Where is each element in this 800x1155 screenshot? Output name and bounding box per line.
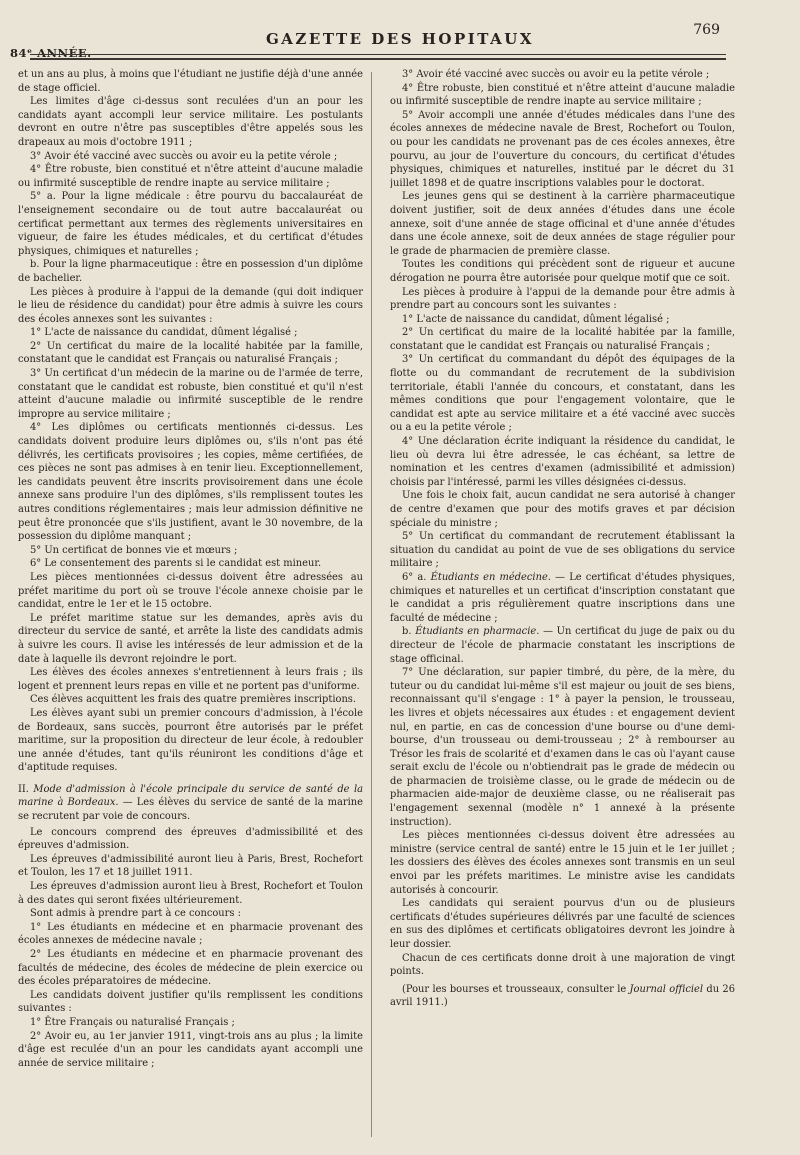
paragraph: 2° Un certificat du maire de la localité habitée par la famille, constatant que le candidat est Français ou naturalisé Français ;: [18, 340, 363, 366]
paragraph: Ces élèves acquittent les frais des quatre premières inscriptions.: [30, 694, 357, 706]
left-column: [18, 68, 363, 1148]
paragraph: [390, 983, 735, 1010]
item-title: Étudiants en pharmacie.: [415, 626, 540, 638]
header-rule-double: [30, 58, 726, 60]
paragraph: 5° Un certificat de bonnes vie et mœurs ;: [30, 544, 238, 556]
paragraph: Chacun de ces certificats donne droit à une majoration de vingt points.: [390, 952, 735, 978]
paragraph: Les épreuves d'admission auront lieu à Brest, Rochefort et Toulon à des dates qui seront fixées ultérieurement.: [18, 881, 363, 906]
year-label: 84ᵉ ANNÉE.: [10, 46, 92, 60]
paragraph: 7° Une déclaration, sur papier timbré, du père, de la mère, du tuteur ou du candidat lui-même s'il est majeur ou jouit de ses biens, reconnaissant qu'il s'engage : 1° à payer la pension, le trousseau, les livres et objets nécessaires aux études : et engagement devient nul, en partie, en cas de concession d'une bourse ou d'une demi-bourse, d'un trousseau ou demi-trousseau ; 2° à rembourser au Trésor les frais de scolarité et d'examen dans le cas où l'ayant cause serait exclu de l'école ou n'obtiendrait pas le grade de médecin ou de pharmacien de troisième classe, ou le grade de médecin ou de pharmacien aide-major de deuxième classe, ou ne réaliserait pas l'engagement sexennal (modèle n° 1 annexé à la présente instruction).: [390, 667, 735, 828]
page-number: 769: [693, 22, 720, 38]
paragraph: 5° Avoir accompli une année d'études médicales dans l'une des écoles annexes de médecine navale de Brest, Rochefort ou Toulon, ou pour les candidats ne provenant pas de ces écoles annexes, être pourvu, au jour de l'ouverture du concours, du certificat d'études physiques, chimiques et naturelles, institué par le décret du 31 juillet 1898 et de quatre inscriptions valables pour le doctorat.: [390, 109, 735, 189]
paragraph: 4° Les diplômes ou certificats mentionnés ci-dessus. Les candidats doivent produire leurs diplômes ou, s'ils n'ont pas été délivrés, les certificats provisoires ; les copies, même certifiées, de ces pièces ne sont pas admises à en tenir lieu. Exceptionnellement, les candidats peuvent être inscrits provisoirement dans une école annexe sans produire l'un des diplômes, s'ils remplissent toutes les autres conditions réglementaires ; mais leur admission définitive ne peut être prononcée que s'ils justifient, avant le 30 novembre, de la possession du diplôme manquant ;: [18, 422, 363, 543]
paragraph: 3° Avoir été vacciné avec succès ou avoir eu la petite vérole ;: [30, 150, 338, 162]
paragraph: Une fois le choix fait, aucun candidat ne sera autorisé à changer de centre d'examen que pour des motifs graves et par décision spéciale du ministre ;: [390, 490, 735, 529]
section-number: II.: [18, 783, 29, 795]
paragraph: Les candidats qui seraient pourvus d'un ou de plusieurs certificats d'études supérieures délivrés par une faculté de sciences en sus des diplômes et certificats obligatoires devront les joindre à leur dossier.: [390, 898, 735, 950]
paragraph: Toutes les conditions qui précèdent sont de rigueur et aucune dérogation ne pourra être autorisée pour quelque motif que ce soit.: [390, 259, 735, 284]
paragraph: 3° Un certificat du commandant du dépôt des équipages de la flotte ou du commandant de recrutement de la subdivision territoriale, établi l'année du concours, et constatant, dans les mêmes conditions que pour l'engagement volontaire, que le candidat est apte au service militaire et a été vacciné avec succès ou a eu la petite vérole ;: [390, 354, 735, 434]
paragraph: Le concours comprend des épreuves d'admissibilité et des épreuves d'admission.: [18, 826, 363, 852]
paragraph: 6° Le consentement des parents si le candidat est mineur.: [30, 558, 322, 570]
journal-title: Journal officiel: [629, 983, 704, 995]
section-title: Mode d'admission à l'école principale du service de santé de la marine à Bordeaux.: [18, 783, 363, 809]
paragraph: Les limites d'âge ci-dessus sont reculées d'un an pour les candidats ayant accompli leur service militaire. Les postulants devront en outre n'être pas susceptibles d'être appelés sous les drapeaux au mois d'octobre 1911 ;: [18, 96, 363, 148]
paragraph: Le préfet maritime statue sur les demandes, après avis du directeur du service de santé, et arrête la liste des candidats admis à suivre les cours. Il avise les intéressés de leur admission et de la date à laquelle ils devront rejoindre le port.: [18, 612, 363, 665]
paragraph: 3° Avoir été vacciné avec succès ou avoir eu la petite vérole ;: [402, 69, 710, 80]
paragraph: Les candidats doivent justifier qu'ils remplissent les conditions suivantes :: [18, 989, 363, 1015]
paragraph: Sont admis à prendre part à ce concours :: [30, 908, 241, 920]
paragraph: Les élèves ayant subi un premier concours d'admission, à l'école de Bordeaux, sans succès, pourront être autorisés par le préfet maritime, sur la proposition du directeur de leur école, à redoubler une année d'études, tant qu'ils réuniront les conditions d'âge et d'aptitude requises.: [18, 707, 363, 774]
paragraph: Les épreuves d'admissibilité auront lieu à Paris, Brest, Rochefort et Toulon, les 17 et 18 juillet 1911.: [18, 853, 363, 879]
paragraph: Les pièces mentionnées ci-dessus doivent être adressées au ministre (service central de santé) entre le 15 juin et le 1er juillet ; les dossiers des élèves des écoles annexes sont transmis en un seul envoi par les préfets maritimes. Le ministre avise les candidats autorisés à concourir.: [390, 830, 735, 896]
right-column: [390, 68, 735, 1148]
paragraph: 2° Avoir eu, au 1er janvier 1911, vingt-trois ans au plus ; la limite d'âge est reculée d'un an pour les candidats ayant accompli une année de service militaire ;: [18, 1030, 363, 1069]
paragraph: 3° Un certificat d'un médecin de la marine ou de l'armée de terre, constatant que le candidat est robuste, bien constitué et qu'il n'est atteint d'aucune maladie ou infirmité susceptible de le rendre impropre au service militaire ;: [18, 368, 363, 420]
newspaper-title: GAZETTE DES HOPITAUX: [265, 30, 534, 48]
item-text: — Le certificat d'études physiques, chimiques et naturelles et un certificat d'inscription constatant que le candidat a pris régulièrement quatre inscriptions dans une faculté de médecine ;: [390, 571, 735, 624]
paragraph: 1° Les étudiants en médecine et en pharmacie provenant des écoles annexes de médecine navale ;: [18, 921, 363, 947]
item-number: b.: [402, 626, 416, 638]
paragraph: 2° Les étudiants en médecine et en pharmacie provenant des facultés de médecine, des écoles de médecine de plein exercice ou des écoles préparatoires de médecine.: [18, 949, 363, 988]
paragraph: [390, 625, 735, 666]
item-number: 6° a.: [402, 571, 431, 583]
paragraph: Les jeunes gens qui se destinent à la carrière pharmaceutique doivent justifier, soit de deux années d'études dans une école annexe, soit d'une année de stage officinal et d'une année d'études dans une école annexe, soit de deux années de stage régulier pour le grade de pharmacien de première classe.: [390, 191, 735, 257]
paragraph: 1° L'acte de naissance du candidat, dûment légalisé ;: [402, 313, 670, 325]
column-divider: [371, 72, 372, 1137]
paragraph: Les pièces mentionnées ci-dessus doivent être adressées au préfet maritime du port où se trouve l'école annexe choisie par le candidat, entre le 1er et le 15 octobre.: [18, 571, 363, 611]
paragraph: b. Pour la ligne pharmaceutique : être en possession d'un diplôme de bachelier.: [18, 259, 363, 284]
paragraph: 2° Un certificat du maire de la localité habitée par la famille, constatant que le candidat est Français ou naturalisé Français ;: [390, 327, 735, 352]
header-rule: [30, 54, 726, 55]
paragraph: 1° L'acte de naissance du candidat, dûment légalisé ;: [30, 327, 298, 339]
paragraph: 5° Un certificat du commandant de recrutement établissant la situation du candidat au point de vue de ses obligations du service militaire ;: [390, 531, 735, 570]
paragraph: 4° Une déclaration écrite indiquant la résidence du candidat, le lieu où devra lui être adressée, le cas échéant, sa lettre de nomination et les centres d'examen (admissibilité et admission) choisis par l'intéressé, parmi les villes désignées ci-dessus.: [390, 436, 735, 488]
paragraph: Les pièces à produire à l'appui de la demande (qui doit indiquer le lieu de résidence du candidat) pour être admis à suivre les cours des écoles annexes sont les suivantes :: [18, 286, 363, 325]
item-text: — Un certificat du juge de paix ou du directeur de l'école de pharmacie constatant les inscriptions de stage officinal.: [390, 626, 735, 665]
paragraph: Les élèves des écoles annexes s'entretiennent à leurs frais ; ils logent et prennent leurs repas en ville et ne portent pas d'uniforme.: [18, 667, 363, 692]
paragraph: 1° Être Français ou naturalisé Français ;: [30, 1016, 235, 1028]
paragraph: 4° Être robuste, bien constitué et n'être atteint d'aucune maladie ou infirmité susceptible de rendre inapte au service militaire ;: [18, 164, 363, 189]
paragraph: [390, 571, 735, 625]
page-header: [0, 0, 800, 66]
note-text-end: du 26 avril 1911.): [390, 983, 735, 1009]
section-heading: [18, 783, 363, 824]
paragraph: 5° a. Pour la ligne médicale : être pourvu du baccalauréat de l'enseignement secondaire ou de tout autre baccalauréat ou certificat permettant aux termes des règlements universitaires en vigueur, de faire les études médicales, et du certificat d'études physiques, chimiques et naturelles ;: [18, 191, 363, 257]
section-intro: — Les élèves du service de santé de la marine se recrutent par voie de concours.: [18, 797, 363, 823]
paragraph: 4° Être robuste, bien constitué et n'être atteint d'aucune maladie ou infirmité susceptible de rendre inapte au service militaire ;: [390, 82, 735, 108]
note-text: (Pour les bourses et trousseaux, consulter le: [402, 983, 630, 995]
paragraph: et un ans au plus, à moins que l'étudiant ne justifie déjà d'une année de stage officiel.: [18, 69, 363, 94]
item-title: Étudiants en médecine.: [430, 571, 551, 583]
paragraph: Les pièces à produire à l'appui de la demande pour être admis à prendre part au concours sont les suivantes :: [390, 286, 735, 312]
